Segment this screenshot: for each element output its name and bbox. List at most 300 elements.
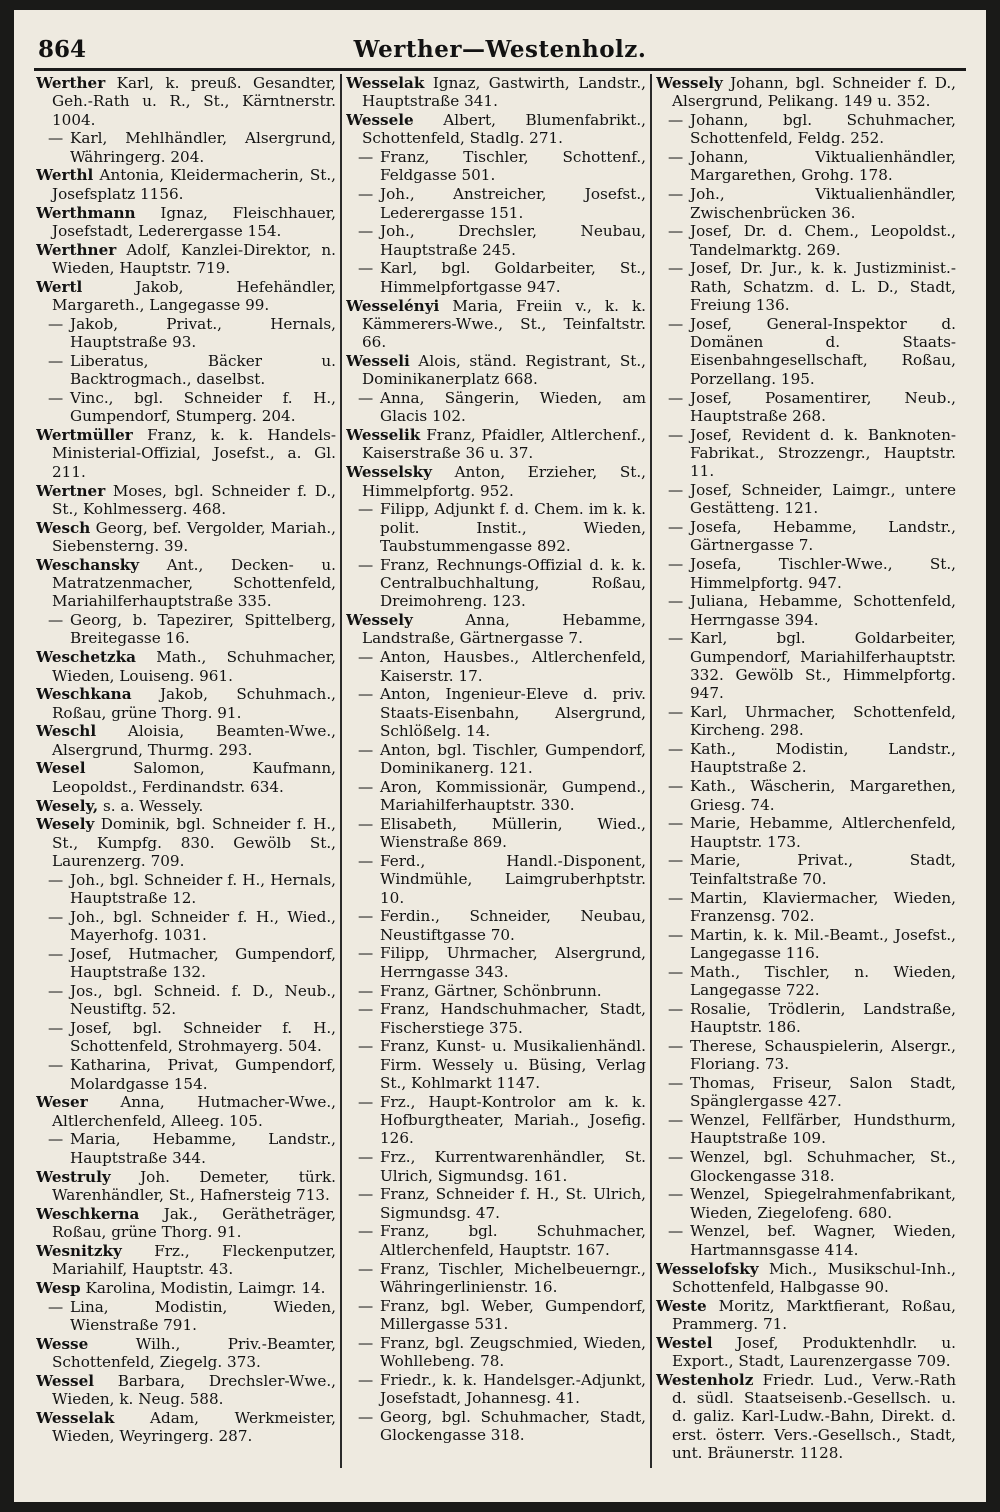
entry-surname: Wesselofsky <box>656 1259 759 1278</box>
directory-subentry <box>346 1408 646 1445</box>
entry-surname: Weschansky <box>36 555 140 574</box>
entry-details: Josef, Revident d. k. Banknoten-Fabrikat., Strozzengr., Hauptstr. 11. <box>690 425 956 481</box>
repeat-dash: — <box>668 518 684 537</box>
entry-surname: Westruly <box>36 1167 111 1186</box>
directory-subentry <box>346 982 646 1000</box>
repeat-dash: — <box>668 888 684 907</box>
directory-subentry <box>656 629 956 702</box>
entry-details: Thomas, Friseur, Salon Stadt, Spänglergasse 427. <box>690 1074 956 1111</box>
directory-subentry <box>346 741 646 778</box>
repeat-dash: — <box>668 777 684 796</box>
entry-details: Aron, Kommissionär, Gumpend., Mariahilferhauptstr. 330. <box>380 777 646 815</box>
entry-details: Joh. Demeter, türk. Warenhändler, St., Hafnersteig 713. <box>52 1167 336 1204</box>
entry-details: Josef, Produktenhdlr. u. Export., Stadt, Laurenzergasse 709. <box>672 1333 956 1370</box>
directory-entry <box>656 1297 956 1334</box>
repeat-dash: — <box>668 999 684 1018</box>
entry-details: Josef, Posamentirer, Neub., Hauptstraße 268. <box>690 388 956 425</box>
entry-details: Aloisia, Beamten-Wwe., Alsergrund, Thurmg. 293. <box>52 722 336 759</box>
repeat-dash: — <box>358 1185 374 1204</box>
entry-details: Franz, bgl. Zeugschmied, Wieden, Wohllebeng. 78. <box>380 1333 646 1370</box>
directory-subentry <box>36 908 336 945</box>
entry-details: Josef, Schneider, Laimgr., untere Gestätteng. 121. <box>690 481 956 518</box>
entry-details: Mich., Musikschul-Inh., Schottenfeld, Halbgasse 90. <box>672 1259 956 1296</box>
entry-details: Anna, Hebamme, Landstraße, Gärtnergasse 7. <box>362 611 646 648</box>
entry-surname: Werthner <box>36 240 117 259</box>
column-2 <box>346 74 646 1468</box>
entry-surname: Wesselényi <box>346 296 440 315</box>
entry-details: Johann, Viktualienhändler, Margarethen, Grohg. 178. <box>690 148 956 185</box>
directory-subentry <box>346 815 646 852</box>
repeat-dash: — <box>668 1148 684 1167</box>
repeat-dash: — <box>358 814 374 833</box>
running-head: Werther—Westenholz. <box>353 36 647 63</box>
entry-details: Therese, Schauspielerin, Alsergr., Floriang. 73. <box>690 1036 956 1074</box>
repeat-dash: — <box>668 1185 684 1204</box>
entry-details: Josef, General-Inspektor d. Domänen d. Staats-Eisenbahngesellschaft, Roßau, Porzellang. 195. <box>690 314 956 388</box>
entry-details: Wilh., Priv.-Beamter, Schottenfeld, Ziegelg. 373. <box>52 1334 336 1371</box>
entry-details: Lina, Modistin, Wieden, Wienstraße 791. <box>70 1297 336 1334</box>
repeat-dash: — <box>358 648 374 667</box>
repeat-dash: — <box>48 907 64 926</box>
repeat-dash: — <box>668 1111 684 1130</box>
repeat-dash: — <box>668 1222 684 1241</box>
directory-subentry <box>36 982 336 1019</box>
directory-subentry <box>346 944 646 981</box>
repeat-dash: — <box>668 222 684 241</box>
directory-entry <box>656 1371 956 1462</box>
repeat-dash: — <box>668 814 684 833</box>
directory-subentry <box>656 1111 956 1148</box>
directory-subentry <box>656 426 956 481</box>
directory-subentry <box>346 648 646 685</box>
repeat-dash: — <box>48 611 64 630</box>
directory-subentry <box>36 945 336 982</box>
entry-details: Joh., bgl. Schneider f. H., Wied., Mayerhofg. 1031. <box>70 907 336 945</box>
directory-entry <box>346 111 646 148</box>
directory-subentry <box>656 592 956 629</box>
entry-surname: Wesp <box>36 1278 81 1297</box>
entry-details: Maria, Freiin v., k. k. Kämmerers-Wwe., St., Teinfaltstr. 66. <box>362 296 646 352</box>
entry-details: Jakob, Hefehändler, Margareth., Langegasse 99. <box>52 277 336 315</box>
repeat-dash: — <box>358 685 374 704</box>
entry-details: Franz, Schneider f. H., St. Ulrich, Sigmundsg. 47. <box>380 1185 646 1222</box>
entry-details: Friedr. Lud., Verw.-Rath d. südl. Staatseisenb.-Gesellsch. u. d. galiz. Karl-Ludw.-Bahn, Direkt. d. erst. österr. Vers.-Gesellsch., Stadt, unt. Bräunerstr. 1128. <box>672 1370 956 1462</box>
entry-details: Franz, Gärtner, Schönbrunn. <box>380 981 602 1000</box>
entry-surname: Wesselak <box>36 1408 115 1427</box>
directory-entry <box>656 1260 956 1297</box>
directory-subentry <box>656 1074 956 1111</box>
directory-subentry <box>656 740 956 777</box>
directory-entry <box>36 1279 336 1297</box>
repeat-dash: — <box>668 185 684 204</box>
entry-details: Franz, Pfaidler, Altlerchenf., Kaiserstraße 36 u. 37. <box>362 426 646 463</box>
entry-details: Josefa, Hebamme, Landstr., Gärtnergasse 7. <box>690 518 956 555</box>
repeat-dash: — <box>358 555 374 574</box>
directory-entry <box>36 278 336 315</box>
repeat-dash: — <box>358 740 374 759</box>
directory-subentry <box>346 852 646 907</box>
entry-details: Franz, k. k. Handels-Ministerial-Offizial, Josefst., a. Gl. 211. <box>52 426 336 481</box>
entry-details: Friedr., k. k. Handelsger.-Adjunkt, Josefstadt, Johannesg. 41. <box>380 1370 646 1408</box>
repeat-dash: — <box>358 389 374 408</box>
directory-entry <box>36 648 336 685</box>
page-number: 864 <box>38 36 87 63</box>
entry-details: Antonia, Kleidermacherin, St., Josefsplatz 1156. <box>52 166 336 203</box>
entry-details: Martin, k. k. Mil.-Beamt., Josefst., Langegasse 116. <box>690 925 956 962</box>
entry-details: Karl, Mehlhändler, Alsergrund, Währingerg. 204. <box>70 129 336 166</box>
entry-surname: Weser <box>36 1093 88 1112</box>
entry-details: Josef, Dr. d. Chem., Leopoldst., Tandelmarktg. 269. <box>690 222 956 259</box>
entry-details: Joh., Anstreicher, Josefst., Lederergasse 151. <box>380 185 646 222</box>
entry-details: Jos., bgl. Schneid. f. D., Neub., Neustiftg. 52. <box>70 982 336 1019</box>
entry-details: Liberatus, Bäcker u. Backtrogmach., daselbst. <box>70 351 336 389</box>
directory-subentry <box>346 389 646 426</box>
entry-details: Juliana, Hebamme, Schottenfeld, Herrngasse 394. <box>690 592 956 629</box>
entry-details: Moritz, Marktfierant, Roßau, Prammerg. 71. <box>672 1296 956 1333</box>
entry-surname: Werther <box>36 74 106 92</box>
directory-subentry <box>656 259 956 314</box>
entry-details: Kath., Modistin, Landstr., Hauptstraße 2. <box>690 740 956 777</box>
directory-subentry <box>346 1222 646 1259</box>
directory-subentry <box>346 1037 646 1092</box>
repeat-dash: — <box>358 907 374 926</box>
entry-details: Filipp, Uhrmacher, Alsergrund, Herrngasse 343. <box>380 944 646 981</box>
entry-details: Ant., Decken- u. Matratzenmacher, Schottenfeld, Mariahilferhauptstraße 335. <box>52 555 336 611</box>
directory-subentry <box>36 871 336 908</box>
directory-subentry <box>656 1148 956 1185</box>
directory-subentry <box>36 1019 336 1056</box>
entry-details: Josef, Hutmacher, Gumpendorf, Hauptstraße 132. <box>70 944 336 982</box>
repeat-dash: — <box>668 962 684 981</box>
repeat-dash: — <box>668 740 684 759</box>
directory-entry <box>36 815 336 870</box>
directory-subentry <box>656 1000 956 1037</box>
directory-subentry <box>36 1056 336 1093</box>
entry-surname: Wertl <box>36 277 83 296</box>
entry-details: Dominik, bgl. Schneider f. H., St., Kumpfg. 830. Gewölb St., Laurenzerg. 709. <box>52 815 336 870</box>
repeat-dash: — <box>358 222 374 241</box>
entry-details: Josef, bgl. Schneider f. H., Schottenfeld, Strohmayerg. 504. <box>70 1019 336 1056</box>
directory-subentry <box>656 111 956 148</box>
directory-entry <box>346 426 646 463</box>
column-3 <box>656 74 956 1468</box>
directory-entry <box>36 1409 336 1446</box>
directory-subentry <box>36 389 336 426</box>
directory-subentry <box>346 1093 646 1148</box>
directory-entry <box>36 722 336 759</box>
directory-subentry <box>346 556 646 611</box>
entry-details: Georg, b. Tapezirer, Spittelberg, Breitegasse 16. <box>70 611 336 648</box>
entry-details: s. a. Wessely. <box>102 796 204 815</box>
entry-surname: Wesselak <box>346 74 425 92</box>
directory-entry <box>36 426 336 481</box>
directory-entry <box>36 556 336 611</box>
directory-subentry <box>656 518 956 555</box>
repeat-dash: — <box>358 500 374 519</box>
entry-details: Wenzel, bgl. Schuhmacher, St., Glockengasse 318. <box>690 1148 956 1185</box>
entry-details: Wenzel, bef. Wagner, Wieden, Hartmannsgasse 414. <box>690 1222 956 1259</box>
directory-subentry <box>346 222 646 259</box>
directory-subentry <box>656 851 956 888</box>
directory-subentry <box>346 1185 646 1222</box>
entry-details: Anna, Hutmacher-Wwe., Altlerchenfeld, Alleeg. 105. <box>52 1093 336 1130</box>
entry-surname: Wesselik <box>346 426 421 445</box>
repeat-dash: — <box>358 1000 374 1019</box>
repeat-dash: — <box>668 592 684 611</box>
entry-details: Anton, Hausbes., Altlerchenfeld, Kaiserstr. 17. <box>380 648 646 685</box>
directory-subentry <box>346 685 646 740</box>
directory-subentry <box>346 1148 646 1185</box>
entry-details: Filipp, Adjunkt f. d. Chem. im k. k. polit. Instit., Wieden, Taubstummengasse 892. <box>380 500 646 555</box>
entry-details: Karl, bgl. Goldarbeiter, St., Himmelpfortgasse 947. <box>380 259 646 296</box>
entry-details: Karolina, Modistin, Laimgr. 14. <box>85 1278 326 1297</box>
entry-details: Franz, bgl. Schuhmacher, Altlerchenfeld, Hauptstr. 167. <box>380 1222 646 1259</box>
entry-details: Moses, bgl. Schneider f. D., St., Kohlmesserg. 468. <box>52 481 336 518</box>
directory-subentry <box>36 1130 336 1167</box>
entry-details: Karl, bgl. Goldarbeiter, Gumpendorf, Mariahilferhauptstr. 332. Gewölb St., Himmelpfortg. 947. <box>690 629 956 703</box>
directory-subentry <box>656 315 956 388</box>
repeat-dash: — <box>358 777 374 796</box>
repeat-dash: — <box>668 703 684 722</box>
directory-entry <box>656 1334 956 1371</box>
entry-surname: Wessely <box>656 74 723 92</box>
entry-details: Katharina, Privat, Gumpendorf, Molardgasse 154. <box>70 1056 336 1093</box>
entry-details: Anton, Ingenieur-Eleve d. priv. Staats-Eisenbahn, Alsergrund, Schlößelg. 14. <box>380 685 646 740</box>
directory-entry <box>36 797 336 815</box>
repeat-dash: — <box>48 944 64 963</box>
repeat-dash: — <box>358 1333 374 1352</box>
repeat-dash: — <box>48 1130 64 1149</box>
repeat-dash: — <box>668 481 684 500</box>
directory-entry <box>36 204 336 241</box>
entry-details: Georg, bgl. Schuhmacher, Stadt, Glockengasse 318. <box>380 1407 646 1445</box>
entry-surname: Westenholz <box>656 1370 754 1389</box>
directory-subentry <box>656 148 956 185</box>
repeat-dash: — <box>668 555 684 574</box>
entry-details: Frz., Fleckenputzer, Mariahilf, Hauptstr. 43. <box>52 1241 336 1278</box>
entry-details: Ferd., Handl.-Disponent, Windmühle, Laimgruberhptstr. 10. <box>380 851 646 907</box>
entry-details: Josefa, Tischler-Wwe., St., Himmelpfortg. 947. <box>690 555 956 592</box>
directory-subentry <box>36 611 336 648</box>
entry-details: Karl, k. preuß. Gesandter, Geh.-Rath u. R., St., Kärntnerstr. 1004. <box>52 74 336 129</box>
repeat-dash: — <box>48 982 64 1001</box>
directory-subentry <box>346 500 646 555</box>
repeat-dash: — <box>358 981 374 1000</box>
entry-details: Wenzel, Fellfärber, Hundsthurm, Hauptstraße 109. <box>690 1111 956 1148</box>
header-rule <box>34 68 966 71</box>
repeat-dash: — <box>358 1148 374 1167</box>
directory-subentry <box>346 1000 646 1037</box>
directory-subentry <box>656 185 956 222</box>
directory-entry <box>36 759 336 796</box>
directory-subentry <box>656 1185 956 1222</box>
entry-surname: Werthmann <box>36 203 136 222</box>
repeat-dash: — <box>48 1297 64 1316</box>
entry-surname: Wessely <box>346 611 413 630</box>
repeat-dash: — <box>358 1407 374 1426</box>
repeat-dash: — <box>358 259 374 278</box>
repeat-dash: — <box>668 111 684 130</box>
directory-subentry <box>346 1371 646 1408</box>
repeat-dash: — <box>48 129 64 148</box>
directory-subentry <box>656 963 956 1000</box>
directory-subentry <box>36 129 336 166</box>
directory-entry <box>36 241 336 278</box>
entry-details: Vinc., bgl. Schneider f. H., Gumpendorf, Stumperg. 204. <box>70 389 336 426</box>
column-1 <box>36 74 336 1468</box>
entry-surname: Weschl <box>36 722 97 741</box>
entry-surname: Wesnitzky <box>36 1241 122 1260</box>
entry-details: Martin, Klaviermacher, Wieden, Franzensg. 702. <box>690 888 956 925</box>
entry-details: Franz, Tischler, Schottenf., Feldgasse 501. <box>380 148 646 185</box>
entry-surname: Weschkerna <box>36 1204 140 1223</box>
directory-subentry <box>656 889 956 926</box>
entry-details: Franz, Kunst- u. Musikalienhändl. Firm. Wessely u. Büsing, Verlag St., Kohlmarkt 1147. <box>380 1037 646 1093</box>
entry-details: Marie, Privat., Stadt, Teinfaltstraße 70. <box>690 851 956 888</box>
repeat-dash: — <box>668 629 684 648</box>
repeat-dash: — <box>668 1074 684 1093</box>
directory-entry <box>346 297 646 352</box>
entry-surname: Wessele <box>346 111 414 130</box>
entry-details: Jak., Gerätheträger, Roßau, grüne Thorg. 91. <box>52 1204 336 1241</box>
entry-surname: Wesseli <box>346 351 410 370</box>
entry-details: Franz, bgl. Weber, Gumpendorf, Millergasse 531. <box>380 1296 646 1333</box>
directory-entry <box>346 74 646 111</box>
repeat-dash: — <box>668 1036 684 1055</box>
repeat-dash: — <box>668 259 684 278</box>
directory-subentry <box>656 814 956 851</box>
repeat-dash: — <box>48 389 64 408</box>
entry-surname: Weschkana <box>36 685 132 704</box>
entry-details: Kath., Wäscherin, Margarethen, Griesg. 74. <box>690 777 956 814</box>
directory-subentry <box>36 315 336 352</box>
directory-entry <box>36 1168 336 1205</box>
directory-subentry <box>346 1334 646 1371</box>
directory-entry <box>36 1372 336 1409</box>
entry-surname: Wesely, <box>36 796 99 815</box>
directory-entry <box>36 1093 336 1130</box>
entry-details: Johann, bgl. Schuhmacher, Schottenfeld, Feldg. 252. <box>690 111 956 148</box>
entry-details: Marie, Hebamme, Altlerchenfeld, Hauptstr. 173. <box>690 814 956 851</box>
entry-details: Frz., Kurrentwarenhändler, St. Ulrich, Sigmundsg. 161. <box>380 1148 646 1185</box>
directory-entry <box>36 519 336 556</box>
entry-details: Math., Tischler, n. Wieden, Langegasse 722. <box>690 962 956 1000</box>
directory-entry <box>36 482 336 519</box>
repeat-dash: — <box>668 314 684 333</box>
directory-subentry <box>656 1037 956 1074</box>
entry-details: Josef, Dr. Jur., k. k. Justizminist.-Rath, Schatzm. d. L. D., Stadt, Freiung 136. <box>690 259 956 315</box>
directory-subentry <box>346 148 646 185</box>
entry-surname: Westel <box>656 1333 713 1352</box>
directory-subentry <box>656 481 956 518</box>
directory-subentry <box>346 185 646 222</box>
repeat-dash: — <box>668 388 684 407</box>
repeat-dash: — <box>358 148 374 167</box>
page-header <box>14 32 986 66</box>
entry-surname: Wesch <box>36 518 91 537</box>
entry-details: Ferdin., Schneider, Neubau, Neustiftgasse 70. <box>380 907 646 944</box>
repeat-dash: — <box>48 1056 64 1075</box>
entry-details: Karl, Uhrmacher, Schottenfeld, Kircheng. 298. <box>690 703 956 740</box>
directory-entry <box>36 166 336 203</box>
entry-surname: Wesel <box>36 759 86 778</box>
directory-subentry <box>656 222 956 259</box>
directory-page <box>14 10 986 1502</box>
column-divider-2 <box>650 74 652 1468</box>
repeat-dash: — <box>358 1296 374 1315</box>
entry-details: Wenzel, Spiegelrahmenfabrikant, Wieden, Ziegelofeng. 680. <box>690 1185 956 1222</box>
directory-entry <box>346 463 646 500</box>
repeat-dash: — <box>358 944 374 963</box>
directory-entry <box>36 1335 336 1372</box>
entry-details: Alois, ständ. Registrant, St., Dominikanerplatz 668. <box>362 351 646 389</box>
directory-subentry <box>656 555 956 592</box>
entry-details: Johann, bgl. Schneider f. D., Alsergrund, Pelikang. 149 u. 352. <box>672 74 956 111</box>
entry-details: Adolf, Kanzlei-Direktor, n. Wieden, Hauptstr. 719. <box>52 240 336 277</box>
entry-details: Jakob, Privat., Hernals, Hauptstraße 93. <box>70 314 336 352</box>
directory-entry <box>346 352 646 389</box>
directory-entry <box>36 1205 336 1242</box>
entry-details: Franz, Rechnungs-Offizial d. k. k. Centralbuchhaltung, Roßau, Dreimohreng. 123. <box>380 555 646 611</box>
entry-details: Joh., Viktualienhändler, Zwischenbrücken 36. <box>690 185 956 222</box>
entry-details: Ignaz, Fleischhauer, Josefstadt, Lederergasse 154. <box>52 203 336 240</box>
entry-details: Frz., Haupt-Kontrolor am k. k. Hofburgtheater, Mariah., Josefig. 126. <box>380 1092 646 1148</box>
directory-subentry <box>36 1298 336 1335</box>
directory-subentry <box>36 352 336 389</box>
repeat-dash: — <box>358 1370 374 1389</box>
entry-details: Anna, Sängerin, Wieden, am Glacis 102. <box>380 389 646 426</box>
entry-details: Adam, Werkmeister, Wieden, Weyringerg. 287. <box>52 1408 336 1446</box>
directory-subentry <box>346 907 646 944</box>
entry-surname: Werthl <box>36 166 94 185</box>
directory-subentry <box>656 389 956 426</box>
entry-details: Ignaz, Gastwirth, Landstr., Hauptstraße 341. <box>362 74 646 111</box>
entry-surname: Weste <box>656 1296 707 1315</box>
entry-details: Elisabeth, Müllerin, Wied., Wienstraße 869. <box>380 814 646 852</box>
repeat-dash: — <box>358 185 374 204</box>
entry-details: Franz, Handschuhmacher, Stadt, Fischerstiege 375. <box>380 1000 646 1037</box>
entry-details: Salomon, Kaufmann, Leopoldst., Ferdinandstr. 634. <box>52 759 336 796</box>
entry-details: Albert, Blumenfabrikt., Schottenfeld, Stadlg. 271. <box>362 111 646 148</box>
entry-details: Barbara, Drechsler-Wwe., Wieden, k. Neug. 588. <box>52 1371 336 1409</box>
entry-surname: Wessel <box>36 1371 95 1390</box>
entry-details: Jakob, Schuhmach., Roßau, grüne Thorg. 91. <box>52 685 336 722</box>
repeat-dash: — <box>668 851 684 870</box>
directory-entry <box>36 1242 336 1279</box>
directory-entry <box>346 611 646 648</box>
directory-subentry <box>656 703 956 740</box>
repeat-dash: — <box>668 425 684 444</box>
repeat-dash: — <box>358 1222 374 1241</box>
directory-subentry <box>346 1260 646 1297</box>
repeat-dash: — <box>358 1092 374 1111</box>
entry-details: Rosalie, Trödlerin, Landstraße, Hauptstr. 186. <box>690 999 956 1037</box>
entry-surname: Wesse <box>36 1334 89 1353</box>
entry-surname: Wertmüller <box>36 426 133 445</box>
entry-surname: Weschetzka <box>36 648 136 667</box>
directory-subentry <box>346 1297 646 1334</box>
repeat-dash: — <box>48 351 64 370</box>
directory-entry <box>656 74 956 111</box>
entry-surname: Wesselsky <box>346 463 432 482</box>
entry-surname: Wesely <box>36 815 95 834</box>
entry-details: Maria, Hebamme, Landstr., Hauptstraße 344. <box>70 1130 336 1167</box>
repeat-dash: — <box>668 148 684 167</box>
entry-details: Anton, Erzieher, St., Himmelpfortg. 952. <box>362 463 646 500</box>
directory-entry <box>36 685 336 722</box>
column-divider-1 <box>340 74 342 1468</box>
directory-subentry <box>656 777 956 814</box>
